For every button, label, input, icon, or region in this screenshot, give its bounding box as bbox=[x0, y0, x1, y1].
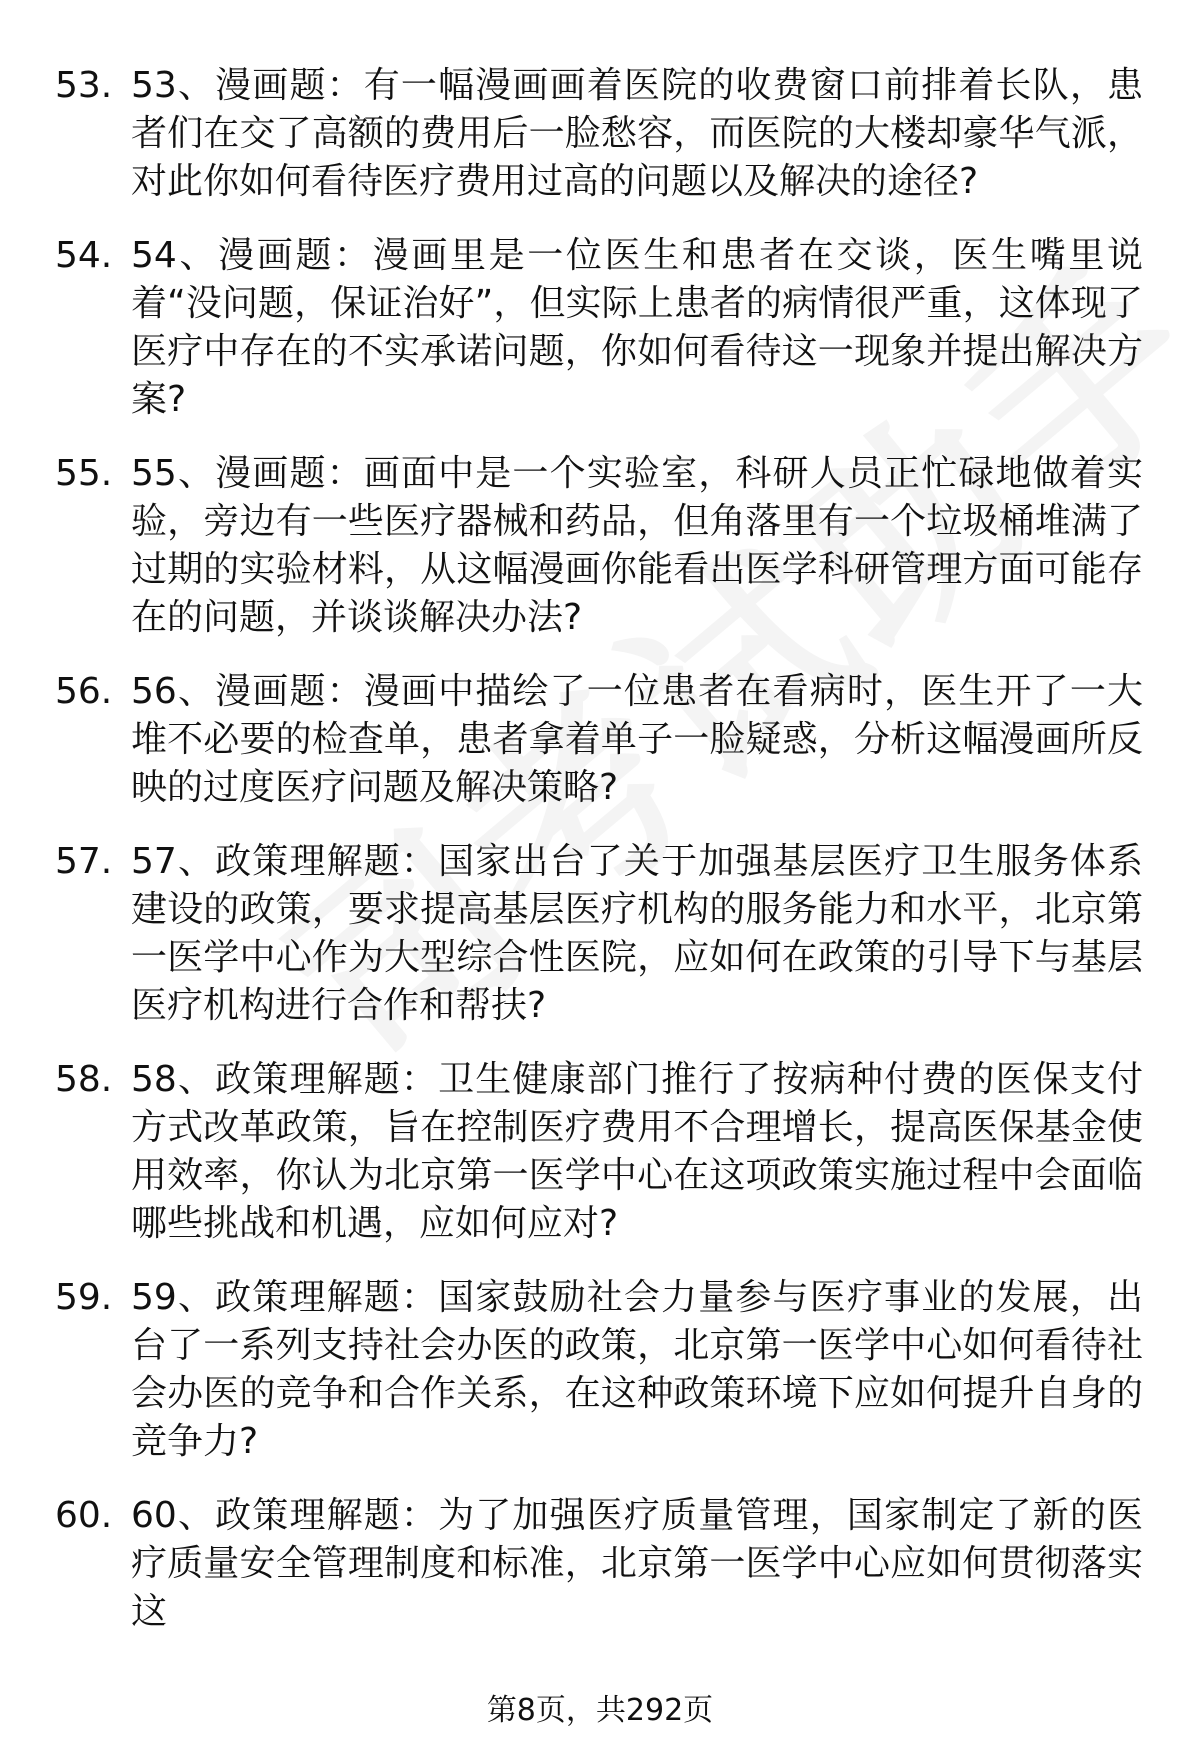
item-text: 55、漫画题：画面中是一个实验室，科研人员正忙碌地做着实验，旁边有一些医疗器械和药品，但角落里有一个垃圾桶堆满了过期的实验材料，从这幅漫画你能看出医学科研管理方面可能存在的问题，并谈谈解决办法? bbox=[131, 453, 1143, 638]
list-item bbox=[0, 1492, 1200, 1636]
item-text: 56、漫画题：漫画中描绘了一位患者在看病时，医生开了一大堆不必要的检查单，患者拿着单子一脸疑惑，分析这幅漫画所反映的过度医疗问题及解决策略? bbox=[131, 671, 1143, 808]
list-item bbox=[0, 668, 1200, 812]
item-number: 59. bbox=[55, 1277, 113, 1318]
item-text: 53、漫画题：有一幅漫画画着医院的收费窗口前排着长队，患者们在交了高额的费用后一脸愁容，而医院的大楼却豪华气派，对此你如何看待医疗费用过高的问题以及解决的途径? bbox=[131, 65, 1143, 202]
item-text: 59、政策理解题：国家鼓励社会力量参与医疗事业的发展，出台了一系列支持社会办医的政策，北京第一医学中心如何看待社会办医的竞争和合作关系，在这种政策环境下应如何提升自身的竞争力? bbox=[131, 1277, 1143, 1462]
item-number: 60. bbox=[55, 1495, 113, 1536]
item-number: 58. bbox=[55, 1059, 113, 1100]
question-list bbox=[0, 62, 1200, 1662]
item-number: 55. bbox=[55, 453, 113, 494]
item-text: 58、政策理解题：卫生健康部门推行了按病种付费的医保支付方式改革政策，旨在控制医疗费用不合理增长，提高医保基金使用效率，你认为北京第一医学中心在这项政策实施过程中会面临哪些挑战和机遇，应如何应对? bbox=[131, 1059, 1143, 1244]
list-item bbox=[0, 62, 1200, 206]
list-item bbox=[0, 838, 1200, 1030]
item-text: 57、政策理解题：国家出台了关于加强基层医疗卫生服务体系建设的政策，要求提高基层医疗机构的服务能力和水平，北京第一医学中心作为大型综合性医院，应如何在政策的引导下与基层医疗机构进行合作和帮扶? bbox=[131, 841, 1143, 1026]
list-item bbox=[0, 232, 1200, 424]
list-item bbox=[0, 450, 1200, 642]
item-number: 54. bbox=[55, 235, 113, 276]
item-number: 53. bbox=[55, 65, 113, 106]
item-number: 57. bbox=[55, 841, 113, 882]
page-footer: 第8页，共292页 bbox=[486, 1693, 714, 1728]
list-item bbox=[0, 1274, 1200, 1466]
item-text: 60、政策理解题：为了加强医疗质量管理，国家制定了新的医疗质量安全管理制度和标准，北京第一医学中心应如何贯彻落实这 bbox=[131, 1495, 1143, 1632]
item-number: 56. bbox=[55, 671, 113, 712]
list-item bbox=[0, 1056, 1200, 1248]
item-text: 54、漫画题：漫画里是一位医生和患者在交谈，医生嘴里说着“没问题，保证治好”，但实际上患者的病情很严重，这体现了医疗中存在的不实承诺问题，你如何看待这一现象并提出解决方案? bbox=[131, 235, 1143, 420]
